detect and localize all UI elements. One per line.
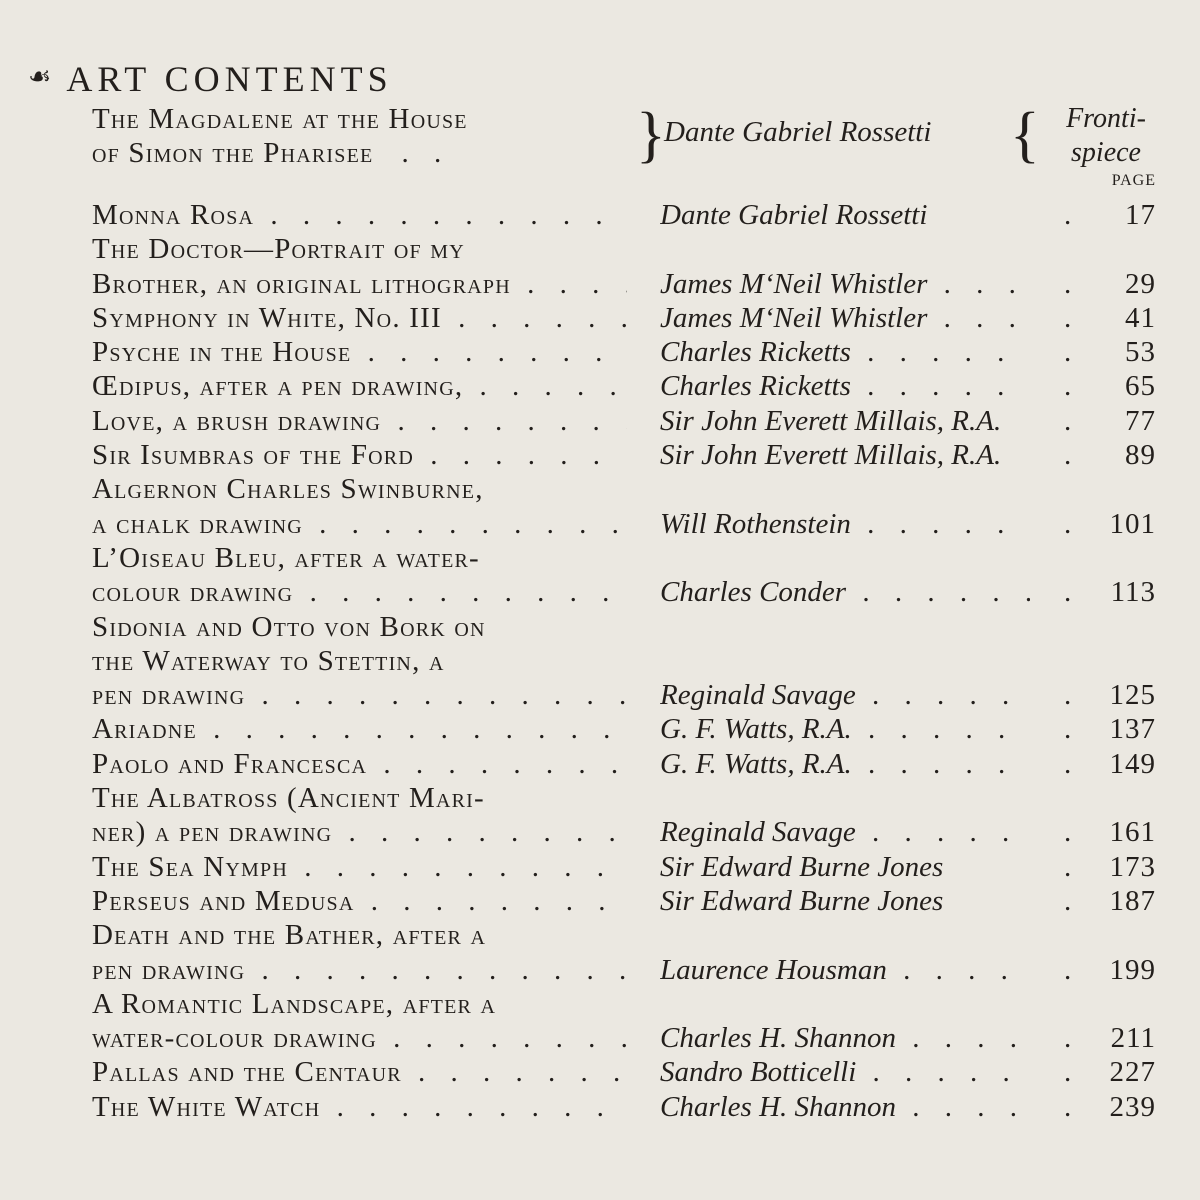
entry-artist: Sandro Botticelli . .	[660, 1055, 1030, 1089]
toc-entry	[92, 815, 1162, 849]
toc-entry	[92, 781, 1162, 815]
entry-title	[92, 781, 627, 815]
toc-entry	[92, 850, 1162, 884]
entry-title	[92, 438, 627, 472]
leader-dots: . .	[401, 137, 451, 169]
entry-title-text: Paolo and Francesca	[92, 747, 368, 780]
entry-page-number: 161	[1109, 816, 1156, 849]
entry-title	[92, 301, 627, 335]
entry-title-text: Love, a brush drawing	[92, 404, 382, 437]
entry-title	[92, 953, 627, 987]
leader-dot: .	[1064, 336, 1072, 369]
toc-entry	[92, 541, 1162, 575]
entries	[92, 198, 1162, 1124]
leader-dot: .	[1064, 404, 1072, 437]
entry-artist: Sir Edward Burne Jones	[660, 884, 944, 917]
entry-page-number: 53	[1125, 336, 1156, 369]
frontispiece-entry	[92, 101, 1162, 189]
entry-artist: G. F. Watts, R.A. . .	[660, 712, 1030, 746]
leader-dot: .	[1064, 953, 1072, 986]
entry-title	[92, 369, 627, 403]
leader-dot: .	[1064, 1090, 1072, 1123]
entry-title-text: Symphony in White, No. III	[92, 301, 442, 334]
entry-title	[92, 575, 627, 609]
leader-dot: .	[1064, 679, 1072, 712]
leader-dot: .	[1064, 884, 1072, 917]
frontispiece-page-line-2: spiece	[1071, 137, 1141, 168]
entry-title	[92, 404, 627, 438]
toc-entry	[92, 953, 1162, 987]
toc-entry	[92, 747, 1162, 781]
entry-page-number: 41	[1125, 301, 1156, 334]
entry-page-number: 113	[1110, 576, 1156, 609]
entry-title-text: the Waterway to Stettin, a	[92, 644, 445, 677]
entry-page-number: 17	[1125, 199, 1156, 231]
leader-dot: .	[1064, 816, 1072, 849]
heading	[28, 58, 393, 100]
entry-title-text: a chalk drawing	[92, 507, 303, 540]
leader-dot: .	[1064, 267, 1072, 300]
toc-entry	[92, 1021, 1162, 1055]
toc-entry	[92, 232, 1162, 266]
entry-title-text: The Albatross (Ancient Mari-	[92, 782, 485, 815]
entry-artist: Reginald Savage . .	[660, 678, 1030, 712]
entry-title	[92, 678, 627, 712]
left-brace: }	[636, 101, 666, 169]
frontispiece-title-line-2-text: of Simon the Pharisee	[92, 137, 374, 169]
toc-entry	[92, 575, 1162, 609]
toc-entry	[92, 472, 1162, 506]
entry-artist: Charles H. Shannon . .	[660, 1021, 1030, 1055]
frontispiece-artist: Dante Gabriel Rossetti	[664, 116, 932, 148]
entry-page-number: 173	[1109, 850, 1156, 883]
toc-entry	[92, 369, 1162, 403]
entry-title	[92, 850, 627, 884]
toc-entry	[92, 1090, 1162, 1124]
entry-title-text: Monna Rosa	[92, 199, 255, 231]
toc-entry	[92, 884, 1162, 918]
leader-dot: .	[1064, 850, 1072, 883]
entry-title-text: The White Watch	[92, 1090, 321, 1123]
entry-artist: Charles H. Shannon . .	[660, 1090, 1030, 1124]
entry-page-number: 239	[1109, 1090, 1156, 1123]
leader-dot: .	[1064, 199, 1072, 231]
entry-page-number: 199	[1109, 953, 1156, 986]
toc-entry	[92, 335, 1162, 369]
spacer	[92, 174, 1162, 198]
entry-title-text: The Doctor—Portrait of my	[92, 233, 465, 266]
leader-dot: .	[1064, 1056, 1072, 1089]
entry-artist: Reginald Savage . .	[660, 815, 1030, 849]
frontispiece-page-line-1: Fronti-	[1066, 103, 1146, 134]
entry-title-text: Death and the Bather, after a	[92, 919, 487, 952]
toc-entry	[92, 267, 1162, 301]
entry-title-text: Pallas and the Centaur	[92, 1056, 402, 1089]
entry-title	[92, 232, 627, 266]
entry-artist: Sir John Everett Millais, R.A.	[660, 439, 1002, 472]
entry-title-text: Sidonia and Otto von Bork on	[92, 610, 486, 643]
entry-title-text: Brother, an original lithograph	[92, 267, 511, 300]
entry-page-number: 29	[1125, 267, 1156, 300]
entry-title	[92, 747, 627, 781]
fleuron-ornament-icon: ☙	[28, 62, 52, 92]
entry-title-text: pen drawing	[92, 953, 246, 986]
entry-title	[92, 1021, 627, 1055]
toc-entry	[92, 507, 1162, 541]
entry-title	[92, 987, 627, 1021]
entry-title	[92, 610, 627, 644]
leader-dot: .	[1064, 747, 1072, 780]
entry-page-number: 77	[1125, 404, 1156, 437]
entry-artist: James M‘Neil Whistler . .	[660, 267, 1030, 301]
entry-title-text: Algernon Charles Swinburne,	[92, 473, 484, 506]
leader-dot: .	[1064, 1022, 1072, 1055]
toc-list	[92, 102, 1162, 1124]
entry-title-text: colour drawing	[92, 576, 294, 609]
leader-dot: .	[1064, 576, 1072, 609]
entry-title-text: A Romantic Landscape, after a	[92, 987, 497, 1020]
entry-page-number: 137	[1109, 713, 1156, 746]
frontispiece-title	[92, 102, 468, 170]
entry-title	[92, 644, 627, 678]
entry-artist: Laurence Housman . .	[660, 953, 1030, 987]
entry-title-text: ner) a pen drawing	[92, 816, 333, 849]
leader-dot: .	[1064, 507, 1072, 540]
toc-entry	[92, 610, 1162, 644]
entry-page-number: 187	[1109, 884, 1156, 917]
entry-page-number: 125	[1109, 679, 1156, 712]
leader-dot: .	[1064, 301, 1072, 334]
toc-entry	[92, 712, 1162, 746]
entry-page-number: 89	[1125, 439, 1156, 472]
entry-title-text: L’Oiseau Bleu, after a water-	[92, 541, 480, 574]
entry-artist: James M‘Neil Whistler . .	[660, 301, 1030, 335]
toc-entry	[92, 918, 1162, 952]
toc-entry	[92, 301, 1162, 335]
entry-title	[92, 267, 627, 301]
entry-title	[92, 815, 627, 849]
page-column-label: PAGE	[1111, 172, 1156, 189]
entry-title-text: Sir Isumbras of the Ford	[92, 439, 414, 472]
toc-entry	[92, 678, 1162, 712]
toc-entry	[92, 644, 1162, 678]
entry-title	[92, 541, 627, 575]
entry-artist: Charles Conder . .	[660, 575, 1030, 609]
entry-page-number: 101	[1109, 507, 1156, 540]
entry-title	[92, 712, 627, 746]
entry-artist: Charles Ricketts . .	[660, 369, 1030, 403]
page-title: ART CONTENTS	[66, 59, 393, 99]
leader-dot: .	[1064, 370, 1072, 403]
entry-title-text: Œdipus, after a pen drawing,	[92, 370, 464, 403]
entry-page-number: 149	[1109, 747, 1156, 780]
entry-title	[92, 472, 627, 506]
toc-entry	[92, 1055, 1162, 1089]
entry-page-number: 227	[1109, 1056, 1156, 1089]
entry-title	[92, 507, 627, 541]
toc-entry	[92, 404, 1162, 438]
toc-entry	[92, 198, 1162, 232]
entry-artist: Will Rothenstein . .	[660, 507, 1030, 541]
entry-artist: Dante Gabriel Rossetti	[660, 199, 928, 231]
entry-artist: Sir John Everett Millais, R.A.	[660, 404, 1002, 437]
entry-title-text: The Sea Nymph	[92, 850, 288, 883]
toc-entry	[92, 438, 1162, 472]
entry-title-text: water-colour drawing	[92, 1022, 377, 1055]
right-brace: {	[1010, 101, 1040, 169]
entry-artist: G. F. Watts, R.A. . .	[660, 747, 1030, 781]
entry-title-text: pen drawing	[92, 679, 246, 712]
entry-page-number: 211	[1110, 1022, 1156, 1055]
entry-title	[92, 884, 627, 918]
toc-entry	[92, 987, 1162, 1021]
entry-title	[92, 198, 627, 232]
entry-artist: Charles Ricketts . .	[660, 335, 1030, 369]
entry-artist: Sir Edward Burne Jones	[660, 850, 944, 883]
entry-title-text: Psyche in the House	[92, 336, 352, 369]
entry-title-text: Perseus and Medusa	[92, 884, 355, 917]
entry-title	[92, 335, 627, 369]
frontispiece-title-line-1: The Magdalene at the House	[92, 103, 468, 135]
entry-page-number: 65	[1125, 370, 1156, 403]
entry-title	[92, 1090, 627, 1124]
leader-dot: .	[1064, 713, 1072, 746]
entry-title-text: Ariadne	[92, 713, 197, 746]
leader-dot: .	[1064, 439, 1072, 472]
entry-title	[92, 918, 627, 952]
entry-title	[92, 1055, 627, 1089]
frontispiece-page	[1056, 102, 1156, 170]
frontispiece-title-line-2	[92, 136, 468, 170]
